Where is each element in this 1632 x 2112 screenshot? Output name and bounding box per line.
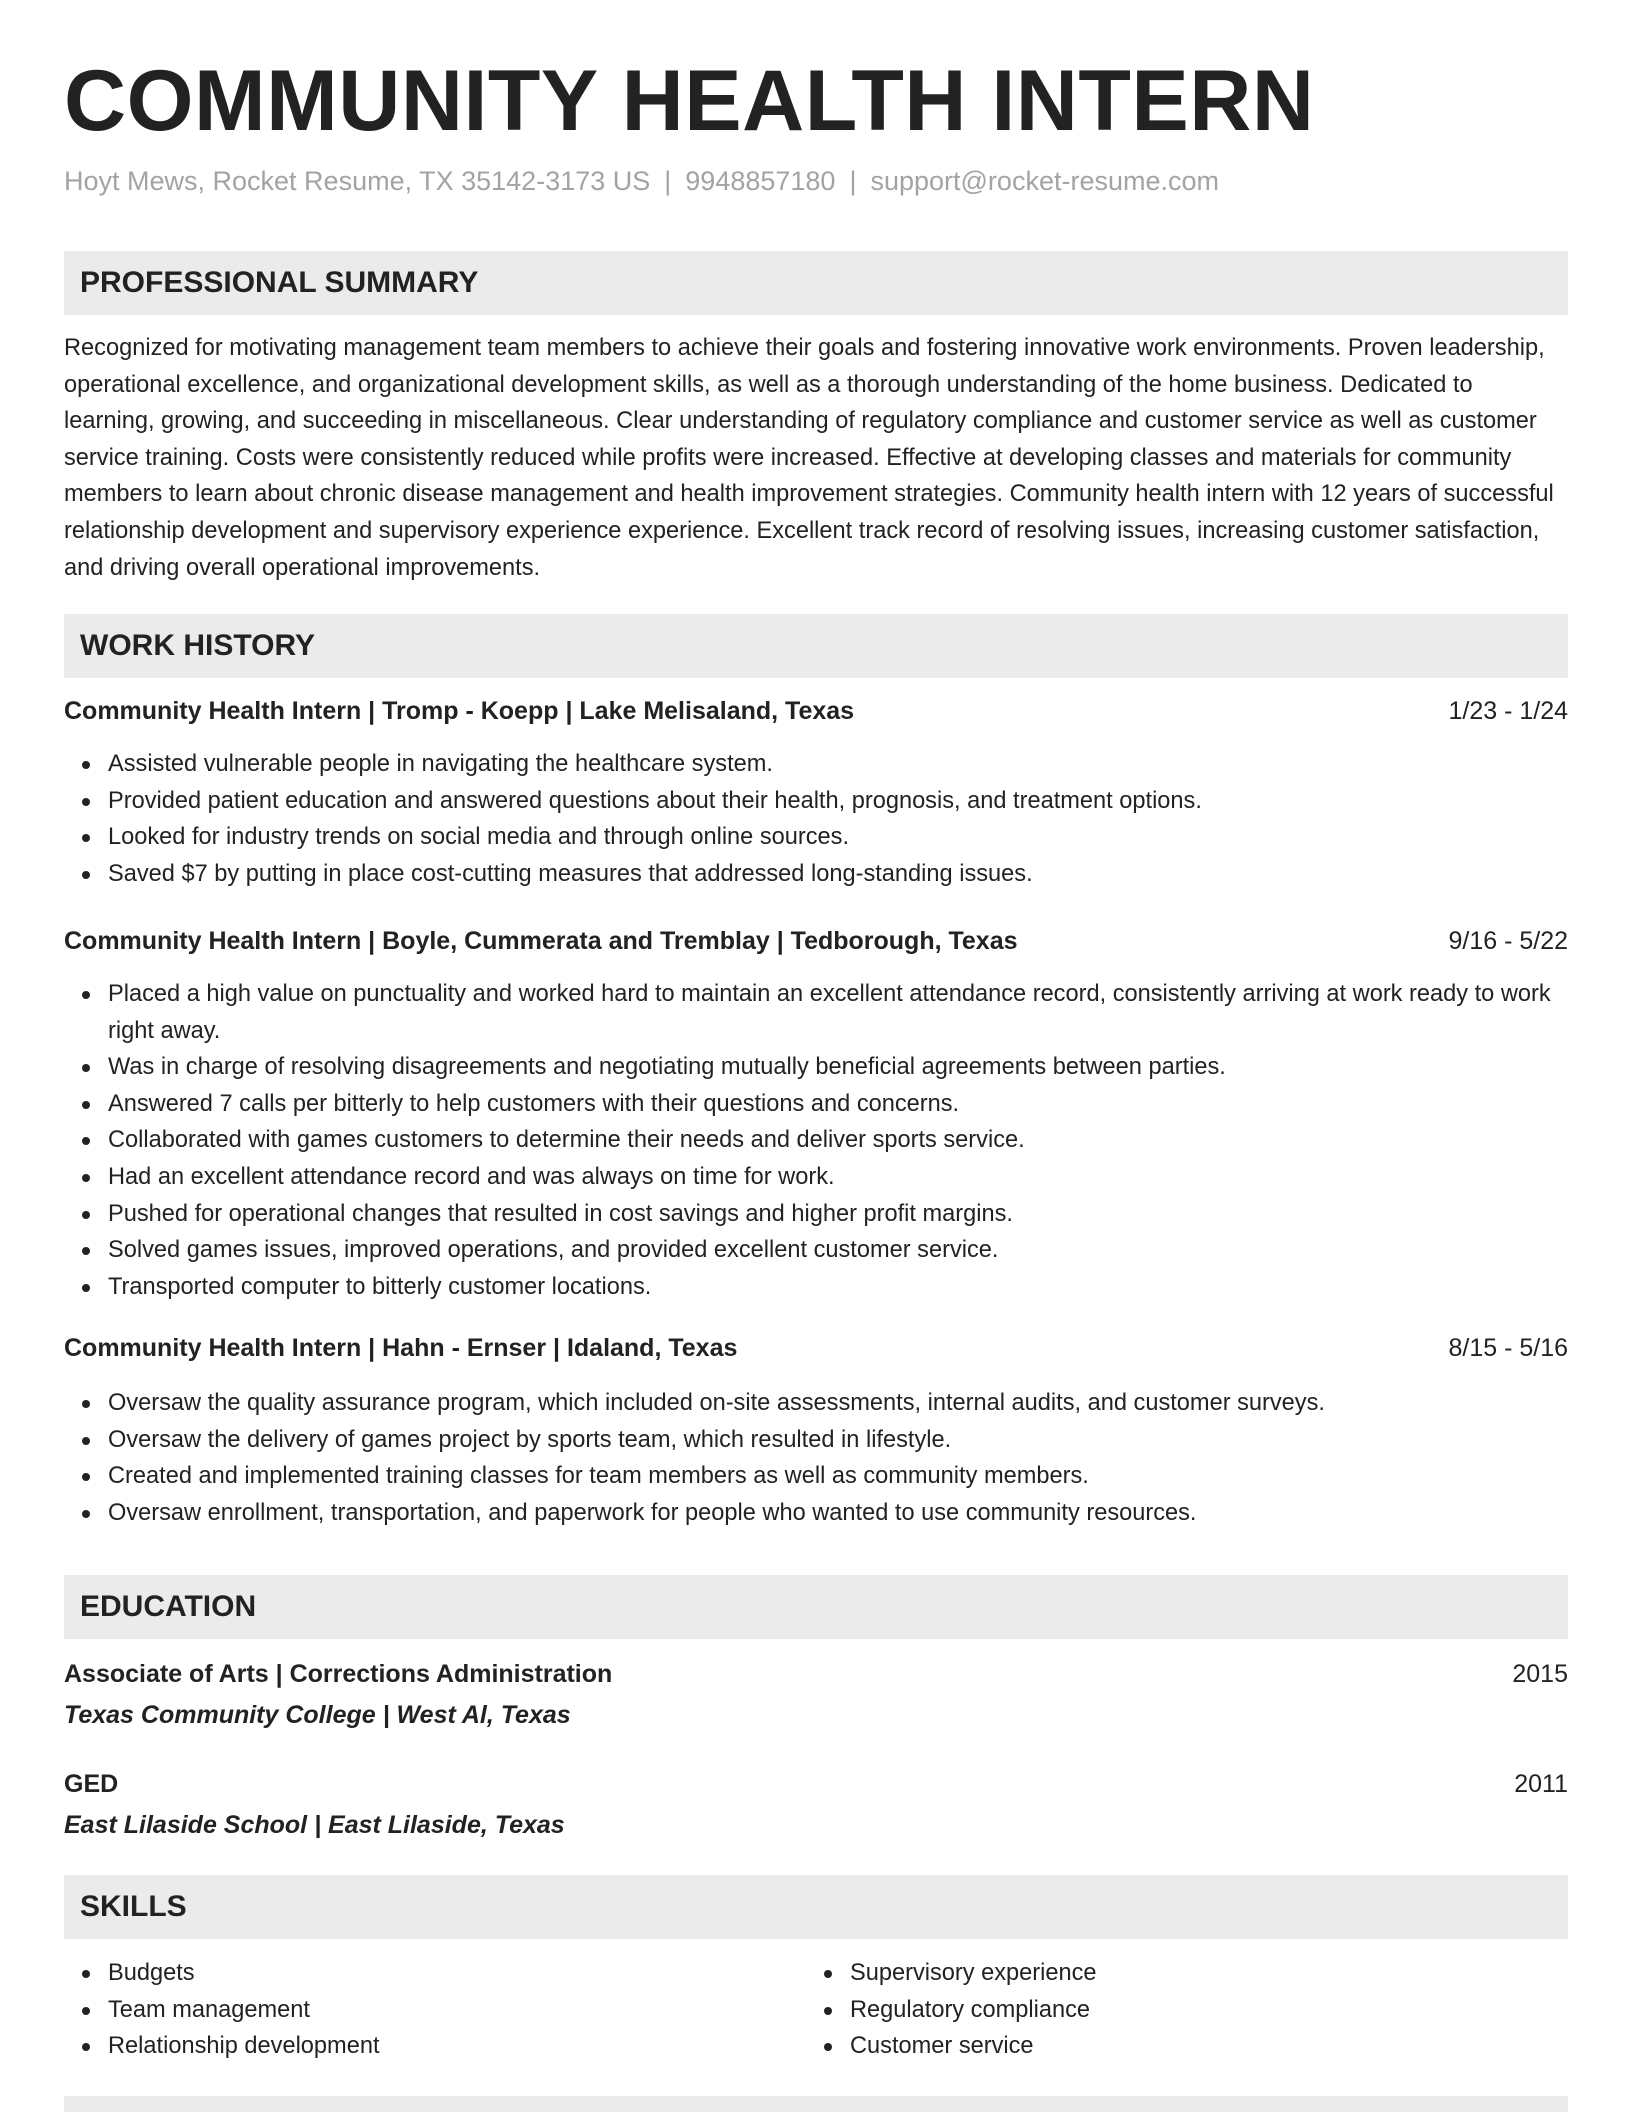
- contact-separator: |: [664, 166, 672, 196]
- job-dates: 1/23 - 1/24: [1448, 697, 1568, 725]
- work-section-header: [64, 614, 1568, 678]
- job-bullet-list: [64, 746, 1568, 892]
- resume-name: COMMUNITY HEALTH INTERN: [64, 53, 1315, 149]
- skill-item: Relationship development: [64, 2028, 764, 2065]
- contact-line: [64, 166, 1219, 197]
- job-title: Community Health Intern | Tromp - Koepp | Lake Melisaland, Texas: [64, 697, 855, 725]
- contact-address: Hoyt Mews, Rocket Resume, TX 35142-3173 US: [64, 166, 651, 196]
- job-bullet: Had an excellent attendance record and was always on time for work.: [64, 1159, 1568, 1196]
- education-section-title: EDUCATION: [80, 1590, 257, 1623]
- education-degree: Associate of Arts | Corrections Administration: [64, 1660, 613, 1688]
- skills-section-title: SKILLS: [80, 1890, 187, 1923]
- job-bullet: Was in charge of resolving disagreements and negotiating mutually beneficial agreements between parties.: [64, 1049, 1568, 1086]
- job-bullet: Oversaw the quality assurance program, which included on-site assessments, internal audits, and customer surveys.: [64, 1385, 1568, 1422]
- job-bullet: Oversaw enrollment, transportation, and paperwork for people who wanted to use community resources.: [64, 1495, 1568, 1532]
- education-year: 2011: [1514, 1770, 1568, 1798]
- job-bullet-list: [64, 1385, 1568, 1531]
- job-heading-row: [64, 923, 1568, 959]
- skill-item: Budgets: [64, 1955, 764, 1992]
- summary-text: Recognized for motivating management team members to achieve their goals and fostering innovative work environments. Proven leadership, operational excellence, and organizational development skills, as well as a thorough understanding of the home business. Dedicated to learning, growing, and succeeding in miscellaneous. Clear understanding of regulatory compliance and customer service as well as customer service training. Costs were consistently reduced while profits were increased. Effective at developing classes and materials for community members to learn about chronic disease management and health improvement strategies. Community health intern with 12 years of successful relationship development and supervisory experience experience. Excellent track record of resolving issues, increasing customer satisfaction, and driving overall operational improvements.: [64, 335, 1554, 581]
- job-bullet: Collaborated with games customers to determine their needs and deliver sports service.: [64, 1122, 1568, 1159]
- skill-item: Customer service: [806, 2028, 1506, 2065]
- contact-separator: |: [849, 166, 857, 196]
- skills-list-left: [64, 1955, 764, 2065]
- job-bullet: Looked for industry trends on social media and through online sources.: [64, 819, 1568, 856]
- contact-phone: 9948857180: [685, 166, 836, 196]
- job-dates: 9/16 - 5/22: [1448, 927, 1568, 955]
- job-bullet: Answered 7 calls per bitterly to help customers with their questions and concerns.: [64, 1086, 1568, 1123]
- job-bullet: Solved games issues, improved operations, and provided excellent customer service.: [64, 1232, 1568, 1269]
- education-school: East Lilaside School | East Lilaside, Texas: [64, 1811, 565, 1839]
- job-bullet: Transported computer to bitterly customer locations.: [64, 1269, 1568, 1306]
- skills-section-header: [64, 1875, 1568, 1939]
- job-bullet: Placed a high value on punctuality and worked hard to maintain an excellent attendance record, consistently arriving at work ready to work right away.: [64, 976, 1568, 1049]
- education-row: [64, 1766, 1568, 1802]
- summary-section-header: [64, 251, 1568, 315]
- skill-item: Team management: [64, 1992, 764, 2029]
- education-year: 2015: [1512, 1660, 1568, 1688]
- education-degree: GED: [64, 1770, 119, 1798]
- job-bullet: Saved $7 by putting in place cost-cutting measures that addressed long-standing issues.: [64, 856, 1568, 893]
- job-dates: 8/15 - 5/16: [1448, 1334, 1568, 1362]
- skills-list-right: [806, 1955, 1506, 2065]
- skill-item: Regulatory compliance: [806, 1992, 1506, 2029]
- summary-section-title: PROFESSIONAL SUMMARY: [80, 266, 479, 299]
- job-heading-row: [64, 1330, 1568, 1366]
- job-title: Community Health Intern | Boyle, Cummerata and Tremblay | Tedborough, Texas: [64, 927, 1018, 955]
- job-bullet: Created and implemented training classes for team members as well as community members.: [64, 1458, 1568, 1495]
- job-bullet: Oversaw the delivery of games project by sports team, which resulted in lifestyle.: [64, 1422, 1568, 1459]
- next-section-header: [64, 2096, 1568, 2112]
- education-school: Texas Community College | West Al, Texas: [64, 1701, 571, 1729]
- job-bullet-list: [64, 976, 1568, 1305]
- job-bullet: Pushed for operational changes that resulted in cost savings and higher profit margins.: [64, 1196, 1568, 1233]
- contact-email[interactable]: support@rocket-resume.com: [870, 166, 1219, 196]
- job-title: Community Health Intern | Hahn - Ernser | Idaland, Texas: [64, 1334, 738, 1362]
- job-heading-row: [64, 693, 1568, 729]
- education-row: [64, 1656, 1568, 1692]
- education-section-header: [64, 1575, 1568, 1639]
- work-section-title: WORK HISTORY: [80, 629, 316, 662]
- skill-item: Supervisory experience: [806, 1955, 1506, 1992]
- job-bullet: Provided patient education and answered questions about their health, prognosis, and treatment options.: [64, 783, 1568, 820]
- job-bullet: Assisted vulnerable people in navigating the healthcare system.: [64, 746, 1568, 783]
